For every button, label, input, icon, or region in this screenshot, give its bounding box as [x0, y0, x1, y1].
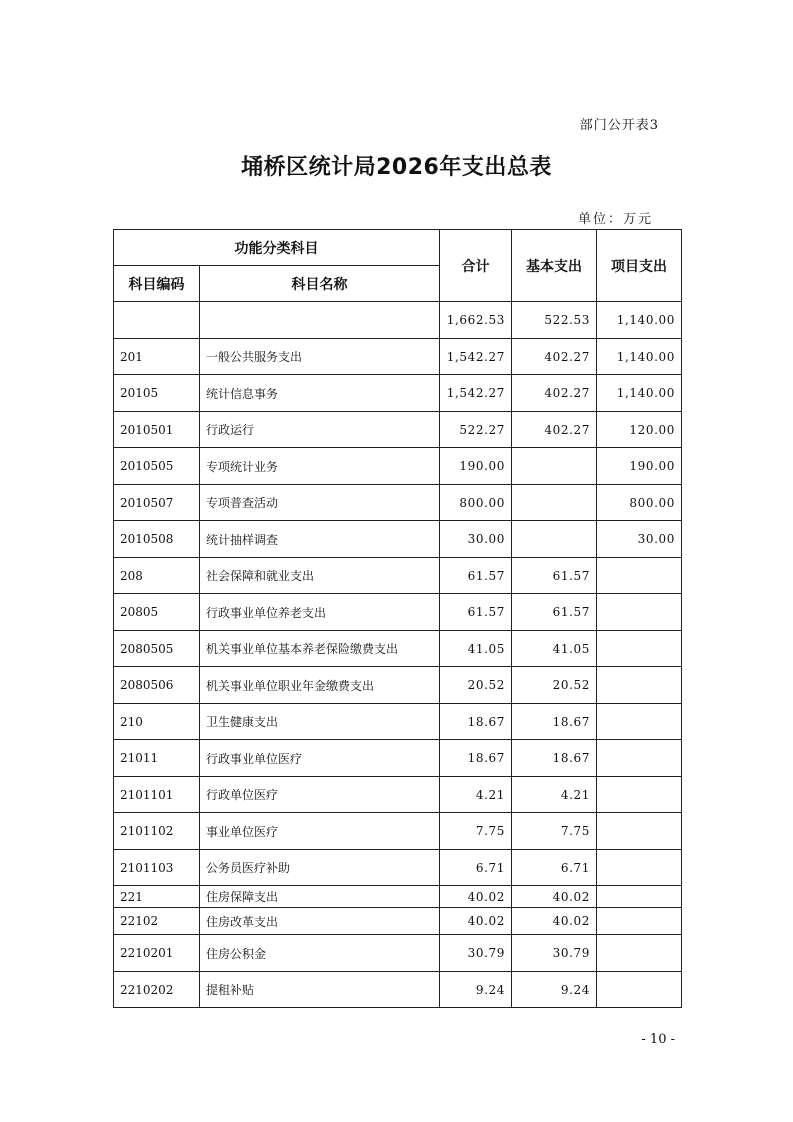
total-cell: 7.75 [440, 813, 512, 850]
table-row [114, 339, 682, 375]
subject-name-cell: 专项统计业务 [200, 448, 440, 485]
unit-label: 单位：万元 [577, 212, 653, 227]
subject-name-cell: 公务员医疗补助 [200, 850, 440, 886]
total-cell: 1,542.27 [440, 375, 512, 412]
subject-code-cell: 2080506 [114, 667, 200, 704]
page-title: 埇桥区统计局2026年支出总表 [241, 155, 552, 180]
table-row [114, 631, 682, 667]
total-cell: 61.57 [440, 558, 512, 594]
project-cell [597, 972, 682, 1008]
subject-code-cell: 2010507 [114, 485, 200, 521]
subject-code-cell: 2210201 [114, 935, 200, 972]
header-subject-code: 科目编码 [114, 266, 200, 302]
project-cell: 1,140.00 [597, 375, 682, 412]
subject-name-cell: 一般公共服务支出 [200, 339, 440, 375]
subject-code-cell: 2101101 [114, 777, 200, 813]
project-cell: 120.00 [597, 412, 682, 448]
basic-cell: 61.57 [512, 594, 597, 631]
subject-name-cell: 统计抽样调查 [200, 521, 440, 558]
basic-cell: 41.05 [512, 631, 597, 667]
project-cell: 190.00 [597, 448, 682, 485]
table-row [114, 302, 682, 339]
table-row [114, 813, 682, 850]
table-row [114, 704, 682, 740]
header-project-expenditure: 项目支出 [597, 230, 682, 302]
table-row [114, 777, 682, 813]
subject-code-cell: 2101102 [114, 813, 200, 850]
subject-name-cell: 提租补贴 [200, 972, 440, 1008]
table-row [114, 375, 682, 412]
total-cell: 6.71 [440, 850, 512, 886]
header-subject-name: 科目名称 [200, 266, 440, 302]
header-total: 合计 [440, 230, 512, 302]
total-cell: 20.52 [440, 667, 512, 704]
total-cell: 190.00 [440, 448, 512, 485]
subject-code-cell: 20105 [114, 375, 200, 412]
total-cell: 30.00 [440, 521, 512, 558]
subject-code-cell: 221 [114, 886, 200, 908]
table-row [114, 412, 682, 448]
total-cell: 1,542.27 [440, 339, 512, 375]
basic-cell [512, 448, 597, 485]
subject-name-cell: 住房改革支出 [200, 908, 440, 935]
subject-code-cell: 2080505 [114, 631, 200, 667]
subject-code-cell: 2010505 [114, 448, 200, 485]
subject-code-cell: 210 [114, 704, 200, 740]
basic-cell: 402.27 [512, 412, 597, 448]
project-cell [597, 594, 682, 631]
subject-name-cell: 住房保障支出 [200, 886, 440, 908]
table-body [114, 302, 682, 1008]
project-cell [597, 740, 682, 777]
table-row [114, 886, 682, 908]
subject-name-cell: 事业单位医疗 [200, 813, 440, 850]
expenditure-table [113, 229, 682, 1008]
basic-cell [512, 485, 597, 521]
total-cell: 9.24 [440, 972, 512, 1008]
project-cell: 1,140.00 [597, 302, 682, 339]
total-cell: 41.05 [440, 631, 512, 667]
table-row [114, 935, 682, 972]
project-cell [597, 558, 682, 594]
subject-name-cell: 行政运行 [200, 412, 440, 448]
subject-code-cell: 2010508 [114, 521, 200, 558]
subject-code-cell [114, 302, 200, 339]
table-row [114, 740, 682, 777]
subject-code-cell: 2101103 [114, 850, 200, 886]
subject-code-cell: 208 [114, 558, 200, 594]
project-cell [597, 667, 682, 704]
total-cell: 18.67 [440, 740, 512, 777]
project-cell [597, 813, 682, 850]
project-cell [597, 886, 682, 908]
subject-name-cell: 机关事业单位职业年金缴费支出 [200, 667, 440, 704]
basic-cell: 4.21 [512, 777, 597, 813]
basic-cell: 18.67 [512, 740, 597, 777]
subject-name-cell: 住房公积金 [200, 935, 440, 972]
total-cell: 61.57 [440, 594, 512, 631]
project-cell [597, 777, 682, 813]
subject-name-cell: 统计信息事务 [200, 375, 440, 412]
total-cell: 4.21 [440, 777, 512, 813]
subject-code-cell: 20805 [114, 594, 200, 631]
basic-cell: 20.52 [512, 667, 597, 704]
project-cell [597, 704, 682, 740]
basic-cell: 402.27 [512, 339, 597, 375]
subject-name-cell: 卫生健康支出 [200, 704, 440, 740]
basic-cell [512, 521, 597, 558]
project-cell [597, 631, 682, 667]
basic-cell: 18.67 [512, 704, 597, 740]
table-row [114, 558, 682, 594]
total-cell: 30.79 [440, 935, 512, 972]
table-row [114, 594, 682, 631]
subject-code-cell: 201 [114, 339, 200, 375]
subject-code-cell: 21011 [114, 740, 200, 777]
basic-cell: 6.71 [512, 850, 597, 886]
project-cell: 1,140.00 [597, 339, 682, 375]
table-row [114, 485, 682, 521]
subject-name-cell: 行政事业单位养老支出 [200, 594, 440, 631]
total-cell: 40.02 [440, 886, 512, 908]
basic-cell: 522.53 [512, 302, 597, 339]
table-row [114, 908, 682, 935]
subject-name-cell [200, 302, 440, 339]
project-cell: 800.00 [597, 485, 682, 521]
subject-code-cell: 2010501 [114, 412, 200, 448]
project-cell [597, 908, 682, 935]
subject-code-cell: 22102 [114, 908, 200, 935]
table-row [114, 972, 682, 1008]
total-cell: 522.27 [440, 412, 512, 448]
header-basic-expenditure: 基本支出 [512, 230, 597, 302]
project-cell [597, 850, 682, 886]
total-cell: 18.67 [440, 704, 512, 740]
subject-name-cell: 行政事业单位医疗 [200, 740, 440, 777]
basic-cell: 40.02 [512, 908, 597, 935]
table-row [114, 448, 682, 485]
subject-name-cell: 社会保障和就业支出 [200, 558, 440, 594]
subject-name-cell: 专项普查活动 [200, 485, 440, 521]
basic-cell: 61.57 [512, 558, 597, 594]
subject-name-cell: 行政单位医疗 [200, 777, 440, 813]
total-cell: 800.00 [440, 485, 512, 521]
basic-cell: 402.27 [512, 375, 597, 412]
table-row [114, 521, 682, 558]
table-row [114, 850, 682, 886]
basic-cell: 40.02 [512, 886, 597, 908]
subject-name-cell: 机关事业单位基本养老保险缴费支出 [200, 631, 440, 667]
basic-cell: 9.24 [512, 972, 597, 1008]
project-cell: 30.00 [597, 521, 682, 558]
subject-code-cell: 2210202 [114, 972, 200, 1008]
page-number: - 10 - [641, 1032, 675, 1047]
project-cell [597, 935, 682, 972]
total-cell: 1,662.53 [440, 302, 512, 339]
header-functional-classification: 功能分类科目 [114, 230, 440, 266]
table-row [114, 667, 682, 704]
form-label: 部门公开表3 [579, 118, 659, 133]
basic-cell: 30.79 [512, 935, 597, 972]
basic-cell: 7.75 [512, 813, 597, 850]
total-cell: 40.02 [440, 908, 512, 935]
